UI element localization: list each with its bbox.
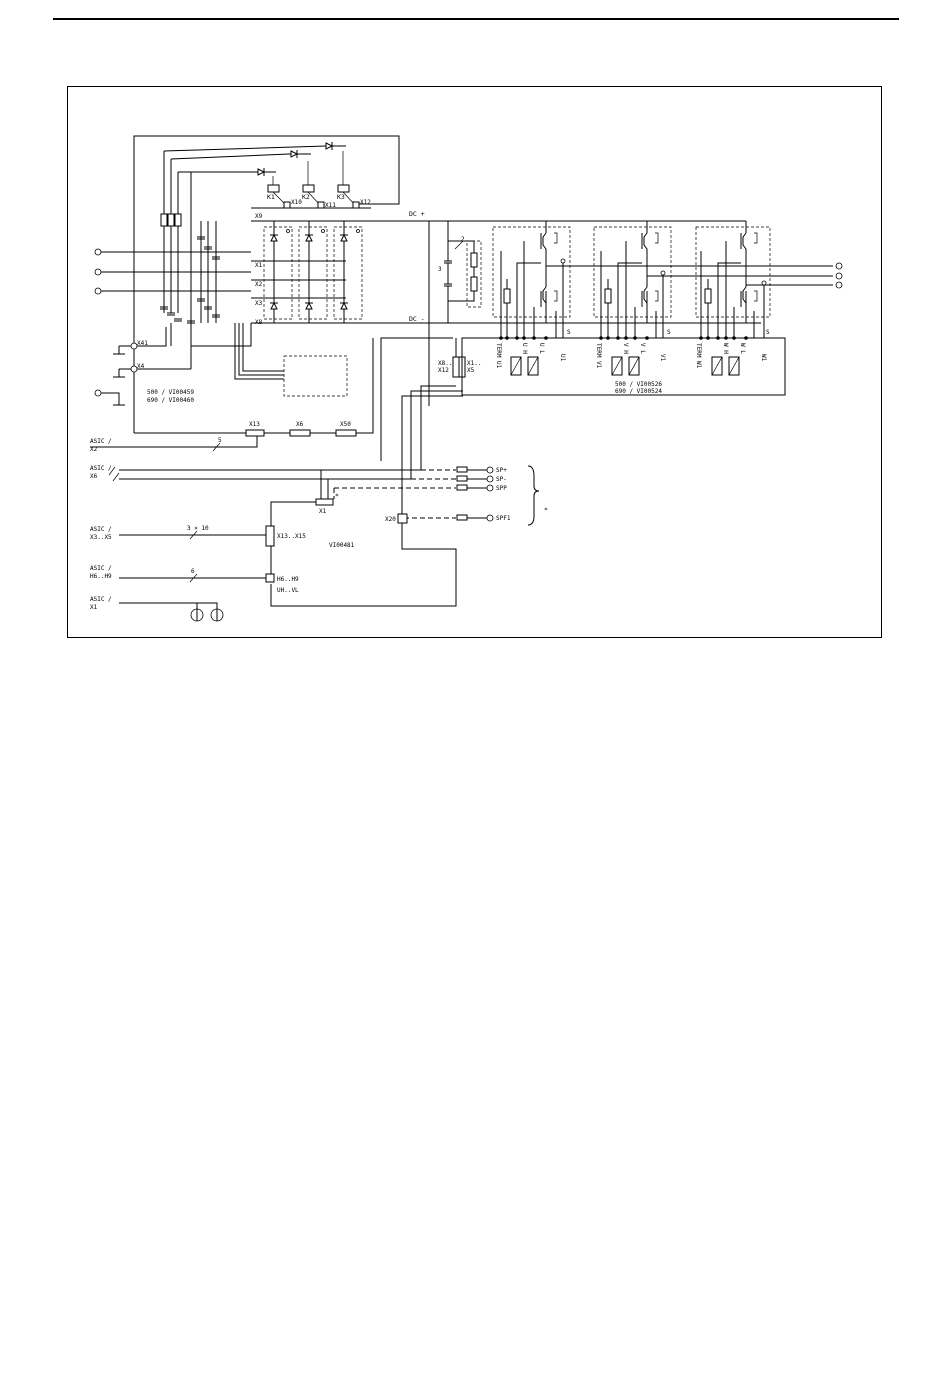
- board-label: VI00481: [329, 542, 355, 549]
- term-w-label: TERM W1: [695, 343, 702, 369]
- bus-5-label: 5: [218, 437, 222, 444]
- inverter-model-2: 690 / VI00524: [615, 388, 662, 395]
- cap-3-label: 3: [438, 266, 442, 273]
- asic-x2-a: ASIC /: [90, 438, 112, 445]
- asic-h6h9-a: ASIC /: [90, 565, 112, 572]
- cap-2-label: 2: [461, 236, 465, 243]
- x12-label: X12: [360, 199, 371, 206]
- v-h-label: V H: [622, 343, 629, 354]
- phase-u-module: [504, 221, 557, 338]
- x11-label: X11: [325, 202, 336, 209]
- w-h-label: W H: [722, 343, 729, 354]
- phase-v-module: [605, 221, 658, 338]
- term-u-label: TERM U1: [495, 343, 502, 369]
- x50-label: X50: [340, 421, 351, 428]
- asic-x1-a: ASIC /: [90, 596, 112, 603]
- x10-label: X10: [291, 199, 302, 206]
- bus-6-label: 6: [191, 568, 195, 575]
- x20-label: X20: [385, 516, 396, 523]
- rectifier-model-1: 500 / VI00459: [147, 389, 194, 396]
- x1-x5-label-b: X5: [467, 367, 475, 374]
- k1-label: K1: [267, 193, 275, 201]
- u1-label: U1: [559, 354, 566, 362]
- inverter-model-1: 500 / VI00526: [615, 381, 662, 388]
- asic-x3x5-a: ASIC /: [90, 526, 112, 533]
- note-star: *: [544, 506, 548, 514]
- s-label-v: S: [667, 329, 671, 336]
- x8-label: X8: [255, 319, 263, 326]
- x6-label: X6: [296, 421, 304, 428]
- x9-label: X9: [255, 213, 263, 220]
- x13-x15-label: X13..X15: [277, 533, 306, 540]
- x1-label: X1: [255, 262, 263, 269]
- asic-x6-b: X6: [90, 473, 98, 480]
- asic-x2-b: X2: [90, 446, 98, 453]
- x8-x12-label-b: X12: [438, 367, 449, 374]
- sp-plus-label: SP+: [496, 467, 507, 474]
- v1-label: V1: [659, 354, 666, 362]
- circuit-schematic: [68, 87, 883, 639]
- term-v-label: TERM V1: [595, 343, 602, 369]
- dc-minus-label: DC -: [409, 315, 425, 323]
- x1-x5-label-a: X1..: [467, 360, 482, 367]
- x3-label: X3: [255, 300, 263, 307]
- u-h-label: U H: [521, 343, 528, 354]
- spp-label: SPP: [496, 485, 507, 492]
- uh-vl-label: UH..VL: [277, 587, 299, 594]
- w1-label: W1: [760, 354, 767, 362]
- s-label-u: S: [567, 329, 571, 336]
- spf1-label: SPF1: [496, 515, 511, 522]
- asic-x3x5-b: X3..X5: [90, 534, 112, 541]
- x4-label: X4: [137, 363, 145, 370]
- asic-x1-b: X1: [90, 604, 98, 611]
- x8-x12-label-a: X8..: [438, 360, 453, 367]
- asic-x6-a: ASIC /: [90, 465, 112, 472]
- w-l-label: W L: [739, 343, 746, 354]
- dc-plus-label: DC +: [409, 210, 425, 218]
- x1-note-star: *: [335, 492, 339, 500]
- x2-label: X2: [255, 281, 263, 288]
- x13-label: X13: [249, 421, 260, 428]
- u-l-label: U L: [538, 343, 545, 354]
- asic-h6h9-b: H6..H9: [90, 573, 112, 580]
- x1-lower-label: X1: [319, 508, 327, 515]
- rectifier-model-2: 690 / VI00460: [147, 397, 194, 404]
- k2-label: K2: [302, 193, 310, 201]
- bus-3x10-label: 3 × 10: [187, 525, 209, 532]
- k3-label: K3: [337, 193, 345, 201]
- v-l-label: V L: [639, 343, 646, 354]
- h6-h9-label: H6..H9: [277, 576, 299, 583]
- sp-minus-label: SP-: [496, 476, 507, 483]
- x41-label: X41: [137, 340, 148, 347]
- s-label-w: S: [766, 329, 770, 336]
- page-top-rule: [53, 18, 899, 20]
- schematic-frame: [67, 86, 882, 638]
- phase-w-module: [705, 221, 757, 338]
